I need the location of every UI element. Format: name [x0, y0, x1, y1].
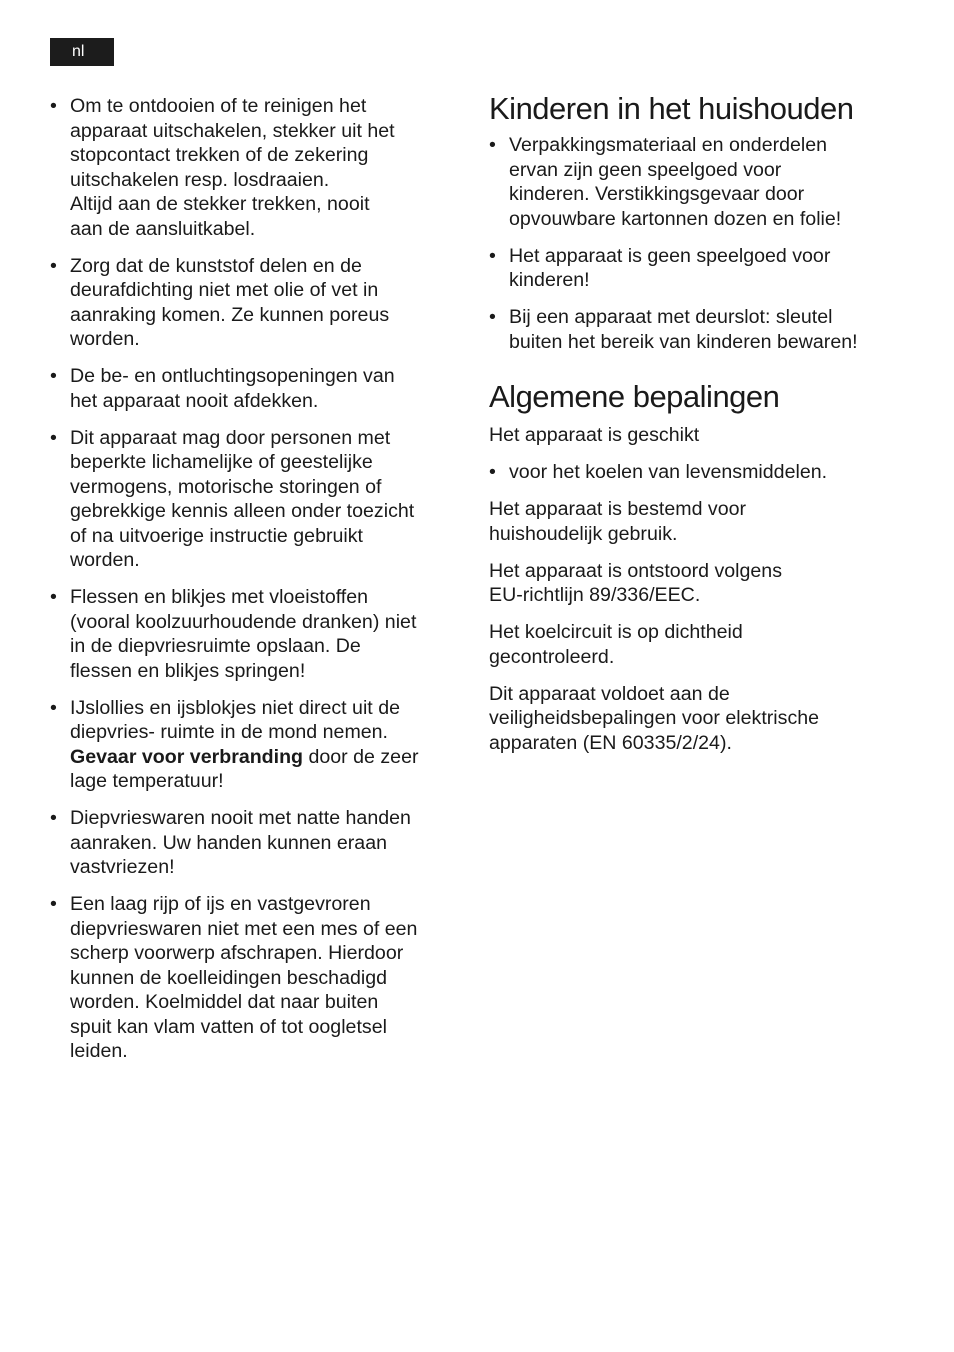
list-item: • Flessen en blikjes met vloeistoffen (vooral koolzuurhoudende dranken) niet in de diepvriesruimte opslaan. De flessen en blikjes springen!: [50, 585, 470, 683]
list-item: • De be- en ontluchtingsopeningen van het apparaat nooit afdekken.: [50, 364, 470, 413]
children-list: [489, 133, 929, 367]
general-paragraph: Het apparaat is ontstoord volgens EU-richtlijn 89/336/EEC.: [489, 559, 782, 606]
general-intro: Het apparaat is geschikt: [489, 424, 700, 446]
list-item: • Verpakkingsmateriaal en onderdelen ervan zijn geen speelgoed voor kinderen. Verstikkingsgevaar door opvouwbare kartonnen dozen en folie!: [489, 133, 929, 231]
list-item: [50, 696, 470, 794]
general-paragraph: Het koelcircuit is op dichtheid gecontroleerd.: [489, 621, 743, 668]
list-item: • Diepvrieswaren nooit met natte handen aanraken. Uw handen kunnen eraan vastvriezen!: [50, 806, 470, 880]
general-list: [489, 460, 929, 485]
general-block: [489, 423, 929, 768]
general-paragraph: Het apparaat is bestemd voor huishoudelijk gebruik.: [489, 498, 747, 545]
list-item: • Zorg dat de kunststof delen en de deurafdichting niet met olie of vet in aanraking komen. Ze kunnen poreus worden.: [50, 254, 470, 352]
general-paragraph: Dit apparaat voldoet aan de veiligheidsbepalingen voor elektrische apparaten (EN 60335/2/24).: [489, 682, 820, 754]
list-item: • Bij een apparaat met deurslot: sleutel buiten het bereik van kinderen bewaren!: [489, 305, 929, 354]
children-heading: Kinderen in het huishouden: [489, 91, 854, 126]
warning-text: Gevaar voor verbranding: [70, 745, 304, 768]
list-item: • Om te ontdooien of te reinigen het apparaat uitschakelen, stekker uit het stopcontact trekken of de zekering uitschakelen resp. losdraaien. Altijd aan de stekker trekken, nooit aan de aansluitkabel.: [50, 94, 470, 241]
safety-list: [50, 94, 470, 1076]
list-item: • voor het koelen van levensmiddelen.: [489, 460, 929, 485]
general-heading: Algemene bepalingen: [489, 379, 780, 414]
item-text: door de zeer lage temperatuur!: [70, 745, 419, 792]
list-item: • Dit apparaat mag door personen met beperkte lichamelijke of geestelijke vermogens, motorische storingen of gebrekkige kennis alleen onder toezicht of na uitvoerige instructie gebruikt worden.: [50, 426, 470, 573]
list-item: • Het apparaat is geen speelgoed voor kinderen!: [489, 244, 929, 293]
language-tag: nl: [50, 38, 114, 66]
list-item: • Een laag rijp of ijs en vastgevroren diepvrieswaren niet met een mes of een scherp voorwerp afschrapen. Hierdoor kunnen de koelleidingen beschadigd worden. Koelmiddel dat naar buiten spuit kan vlam vatten of tot oogletsel leiden.: [50, 892, 470, 1064]
item-text: IJslollies en ijsblokjes niet direct uit de diepvries- ruimte in de mond nemen.: [70, 696, 400, 743]
